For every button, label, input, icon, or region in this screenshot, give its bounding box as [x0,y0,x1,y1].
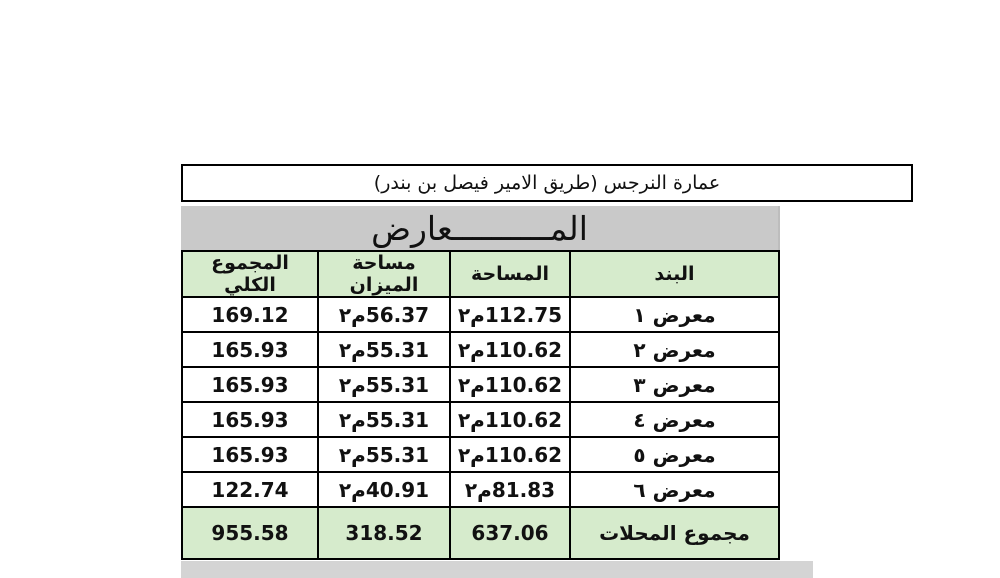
cell-mezzanine-area: 40.91م٢ [318,472,450,507]
table-row [182,367,779,402]
cell-area: 81.83م٢ [450,472,570,507]
section-heading-band [181,206,778,250]
table-row [182,472,779,507]
cell-item: معرض ٢ [570,332,779,367]
showrooms-table [181,250,780,560]
cell-area: 110.62م٢ [450,332,570,367]
cell-item: معرض ٦ [570,472,779,507]
table-row [182,297,779,332]
band-edge [778,206,780,250]
cell-area: 110.62م٢ [450,437,570,472]
cell-mezzanine-area: 55.31م٢ [318,437,450,472]
header-area: المساحة [450,251,570,297]
cell-area: 112.75م٢ [450,297,570,332]
footer-total: 955.58 [182,507,318,559]
cell-mezzanine-area: 55.31م٢ [318,402,450,437]
header-total: المجموع الكلي [182,251,318,297]
table-row [182,437,779,472]
header-mezzanine-area: مساحة الميزان [318,251,450,297]
cell-total: 165.93 [182,437,318,472]
cell-mezzanine-area: 55.31م٢ [318,367,450,402]
footer-area: 637.06 [450,507,570,559]
footer-item: مجموع المحلات [570,507,779,559]
cell-mezzanine-area: 55.31م٢ [318,332,450,367]
cell-item: معرض ٥ [570,437,779,472]
bottom-gray-strip [181,561,813,578]
cell-item: معرض ٣ [570,367,779,402]
table-row [182,332,779,367]
table-footer-row [182,507,779,559]
cell-area: 110.62م٢ [450,402,570,437]
cell-total: 122.74 [182,472,318,507]
cell-item: معرض ٤ [570,402,779,437]
document-title: عمارة النرجس (طريق الامير فيصل بن بندر) [373,172,721,194]
cell-total: 165.93 [182,402,318,437]
cell-total: 165.93 [182,332,318,367]
header-item: البند [570,251,779,297]
cell-area: 110.62م٢ [450,367,570,402]
cell-mezzanine-area: 56.37م٢ [318,297,450,332]
section-heading: المــــــــــعارض [371,208,588,248]
cell-total: 165.93 [182,367,318,402]
cell-total: 169.12 [182,297,318,332]
document-title-box [181,164,913,202]
table-row [182,402,779,437]
table-header-row [182,251,779,297]
cell-item: معرض ١ [570,297,779,332]
footer-mezzanine-area: 318.52 [318,507,450,559]
